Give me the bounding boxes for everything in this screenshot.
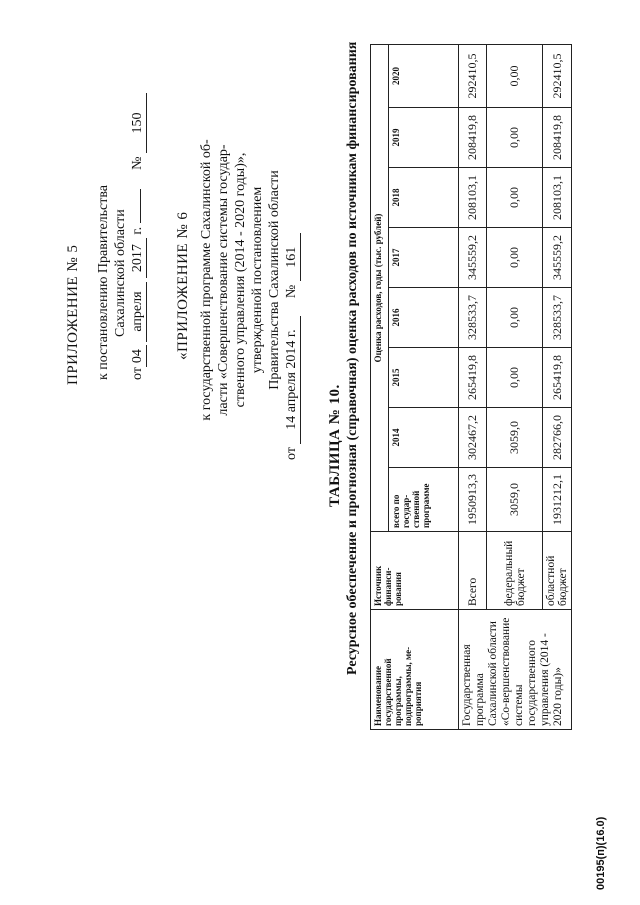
source-cell: федеральный бюджет [487, 532, 543, 610]
appendix6-line5: Правительства Сахалинской области [267, 170, 282, 390]
header-year: 2017 [389, 228, 459, 288]
appendix6-line1: к государственной программе Сахалинской об- [199, 139, 214, 421]
appendix5-line2: Сахалинской области [113, 209, 128, 337]
appendix5-line1: к постановлению Правительства [96, 184, 111, 380]
financing-table [370, 44, 572, 730]
value-cell: 328533,7 [543, 288, 572, 348]
header-program-name: Наименование государственной программы, подпрограммы, ме-роприятия [371, 610, 459, 730]
value-cell: 282766,0 [543, 408, 572, 468]
appendix6-date-line [283, 35, 301, 525]
value-cell: 208419,8 [459, 108, 487, 168]
table-title: ТАБЛИЦА № 10. [327, 384, 343, 507]
header-year: 2020 [389, 44, 459, 107]
total-cell: 1950913,3 [459, 468, 487, 532]
value-cell: 208419,8 [543, 108, 572, 168]
appendix5-year: 2017 [130, 238, 147, 278]
source-cell: Всего [459, 532, 487, 610]
header-year: 2019 [389, 108, 459, 168]
value-cell: 0,00 [487, 44, 543, 107]
value-cell: 0,00 [487, 108, 543, 168]
appendix6-line3: ственного управления (2014 - 2020 годы)», [233, 152, 248, 408]
value-cell: 345559,2 [543, 228, 572, 288]
appendix5-year-suffix: г. [130, 226, 145, 235]
value-cell: 302467,2 [459, 408, 487, 468]
appendix5-no-label: № [130, 156, 145, 170]
value-cell: 0,00 [487, 168, 543, 228]
appendix6-title: «ПРИЛОЖЕНИЕ № 6 [175, 211, 191, 360]
appendix5-day: 04 [130, 345, 147, 367]
value-cell: 345559,2 [459, 228, 487, 288]
header-total: всего по государ-ственной программе [389, 468, 459, 532]
value-cell: 292410,5 [459, 44, 487, 107]
appendix6-line4: утвержденной постановлением [250, 186, 265, 374]
total-cell: 3059,0 [487, 468, 543, 532]
value-cell: 265419,8 [543, 348, 572, 408]
value-cell: 265419,8 [459, 348, 487, 408]
value-cell: 3059,0 [487, 408, 543, 468]
appendix5-number: 150 [130, 93, 147, 153]
appendix6-date: 14 апреля 2014 г. [283, 316, 301, 444]
header-year: 2014 [389, 408, 459, 468]
appendix5-from: от [130, 367, 145, 380]
table-subtitle: Ресурсное обеспечение и прогнозная (справочная) оценка расходов по источникам финансирования [345, 41, 360, 675]
program-name-cell: Государственная программа Сахалинской области «Со-вершенствование системы государственного управления (2014 - 2020 годы)» [459, 610, 572, 730]
appendix6-from: от [284, 447, 299, 460]
value-cell: 208103,1 [459, 168, 487, 228]
value-cell: 0,00 [487, 288, 543, 348]
header-source: Источник финанси-рования [371, 532, 459, 610]
appendix5-date-line [130, 93, 147, 380]
header-year: 2015 [389, 348, 459, 408]
table-row [459, 44, 487, 729]
document-code: 00195(п)(16.0) [595, 816, 607, 890]
total-cell: 1931212,1 [543, 468, 572, 532]
header-year: 2016 [389, 288, 459, 348]
value-cell: 0,00 [487, 348, 543, 408]
value-cell: 0,00 [487, 228, 543, 288]
value-cell: 208103,1 [543, 168, 572, 228]
appendix5-month: апреля [130, 282, 147, 342]
appendix5-title: ПРИЛОЖЕНИЕ № 5 [65, 244, 81, 385]
source-cell: областной бюджет [543, 532, 572, 610]
appendix6-line2: ласти «Совершенствование системы государ- [216, 144, 231, 416]
appendix6-text [198, 35, 301, 525]
value-cell: 328533,7 [459, 288, 487, 348]
appendix6-number: 161 [283, 233, 301, 281]
header-estimate: Оценка расходов, годы (тыс. рублей) [371, 44, 389, 531]
value-cell: 292410,5 [543, 44, 572, 107]
header-year: 2018 [389, 168, 459, 228]
appendix6-no-label: № [284, 284, 299, 299]
